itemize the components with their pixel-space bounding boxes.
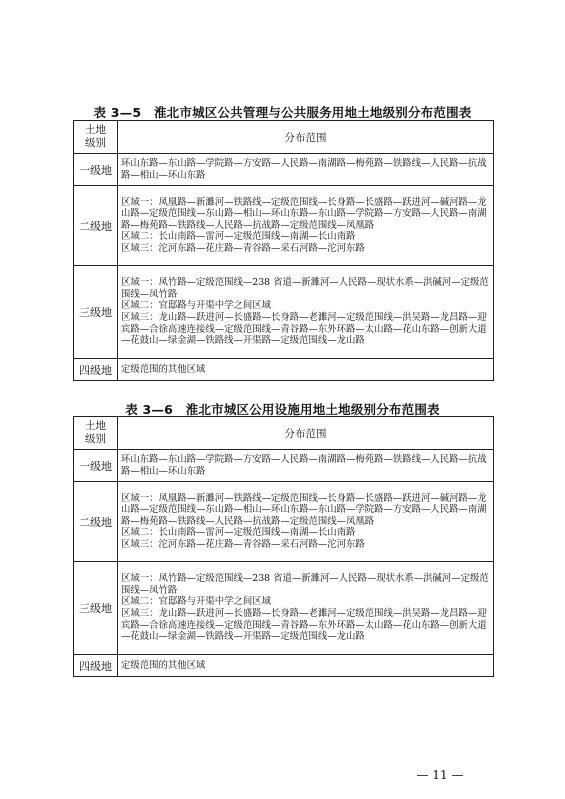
header-range-label: 分布范围	[284, 131, 327, 144]
header-range-label: 分布范围	[284, 427, 327, 440]
table-row	[74, 562, 494, 655]
range-cell: 定级范围的其他区域	[118, 655, 494, 677]
table-3-6	[73, 416, 494, 677]
level-cell: 三级地	[74, 562, 118, 655]
range-cell: 环山东路—东山路—学院路—方安路—人民路—南湖路—梅苑路—铁路线—人民路—抗战路—相山—环山东路	[118, 450, 494, 482]
table-row	[74, 186, 494, 266]
table-header-row	[74, 121, 494, 154]
table-row	[74, 359, 494, 381]
table-row	[74, 482, 494, 562]
level-cell: 四级地	[74, 359, 118, 381]
range-cell: 区域一：凤凰路—新濉河—铁路线—定级范围线—长身路—长盛路—跃进河—碱河路—龙山路—定级范围线—东山路—相山—环山东路—东山路—学院路—方安路—人民路—南湖路—梅苑路—铁路线—人民路—抗战路—定级范围线—凤凰路 区域二：长山南路—雷河—定级范围线—南湖—长山南路 区域三：沱河东路—花庄路—青谷路—采石河路—沱河东路	[118, 186, 494, 266]
level-cell: 二级地	[74, 482, 118, 562]
table-3-6-caption: 表 3—6 淮北市城区公用设施用地土地级别分布范围表	[125, 402, 440, 417]
table-3-5-caption: 表 3—5 淮北市城区公共管理与公共服务用地土地级别分布范围表	[93, 105, 472, 120]
level-cell: 一级地	[74, 450, 118, 482]
header-level-label: 土地 级别	[85, 420, 106, 445]
level-cell: 三级地	[74, 266, 118, 359]
range-cell: 定级范围的其他区域	[118, 359, 494, 381]
table-row	[74, 154, 494, 186]
header-range-cell	[118, 417, 494, 450]
table-header-row	[74, 417, 494, 450]
page-number: — 11 —	[416, 768, 464, 782]
range-cell: 区域一：凤凰路—新濉河—铁路线—定级范围线—长身路—长盛路—跃进河—碱河路—龙山路—定级范围线—东山路—相山—环山东路—东山路—学院路—方安路—人民路—南湖路—梅苑路—铁路线—人民路—抗战路—定级范围线—凤凰路 区域二：长山南路—雷河—定级范围线—南湖—长山南路 区域三：沱河东路—花庄路—青谷路—采石河路—沱河东路	[118, 482, 494, 562]
range-cell: 区域一：凤竹路—定级范围线—238 省道—新濉河—人民路—现状水系—洪碱河—定级范围线—凤竹路 区域二：官邸路与开渠中学之间区域 区域三：龙山路—跃进河—长盛路—长身路—老濉河—定级范围线—洪吴路—龙昌路—迎宾路—合徐高速连接线—定级范围线—青谷路—东外环路—太山路—花山东路—创新大道—花鼓山—绿金湖—铁路线—开渠路—定级范围线—龙山路	[118, 266, 494, 359]
range-cell: 环山东路—东山路—学院路—方安路—人民路—南湖路—梅苑路—铁路线—人民路—抗战路—相山—环山东路	[118, 154, 494, 186]
header-range-cell	[118, 121, 494, 154]
header-level-cell	[74, 417, 118, 450]
range-cell: 区域一：凤竹路—定级范围线—238 省道—新濉河—人民路—现状水系—洪碱河—定级范围线—凤竹路 区域二：官邸路与开渠中学之间区域 区域三：龙山路—跃进河—长盛路—长身路—老濉河—定级范围线—洪吴路—龙昌路—迎宾路—合徐高速连接线—定级范围线—青谷路—东外环路—太山路—花山东路—创新大道—花鼓山—绿金湖—铁路线—开渠路—定级范围线—龙山路	[118, 562, 494, 655]
table-row	[74, 655, 494, 677]
table-row	[74, 450, 494, 482]
level-cell: 四级地	[74, 655, 118, 677]
header-level-cell	[74, 121, 118, 154]
table-3-5	[73, 120, 494, 381]
level-cell: 二级地	[74, 186, 118, 266]
level-cell: 一级地	[74, 154, 118, 186]
header-level-label: 土地 级别	[85, 124, 106, 149]
table-row	[74, 266, 494, 359]
